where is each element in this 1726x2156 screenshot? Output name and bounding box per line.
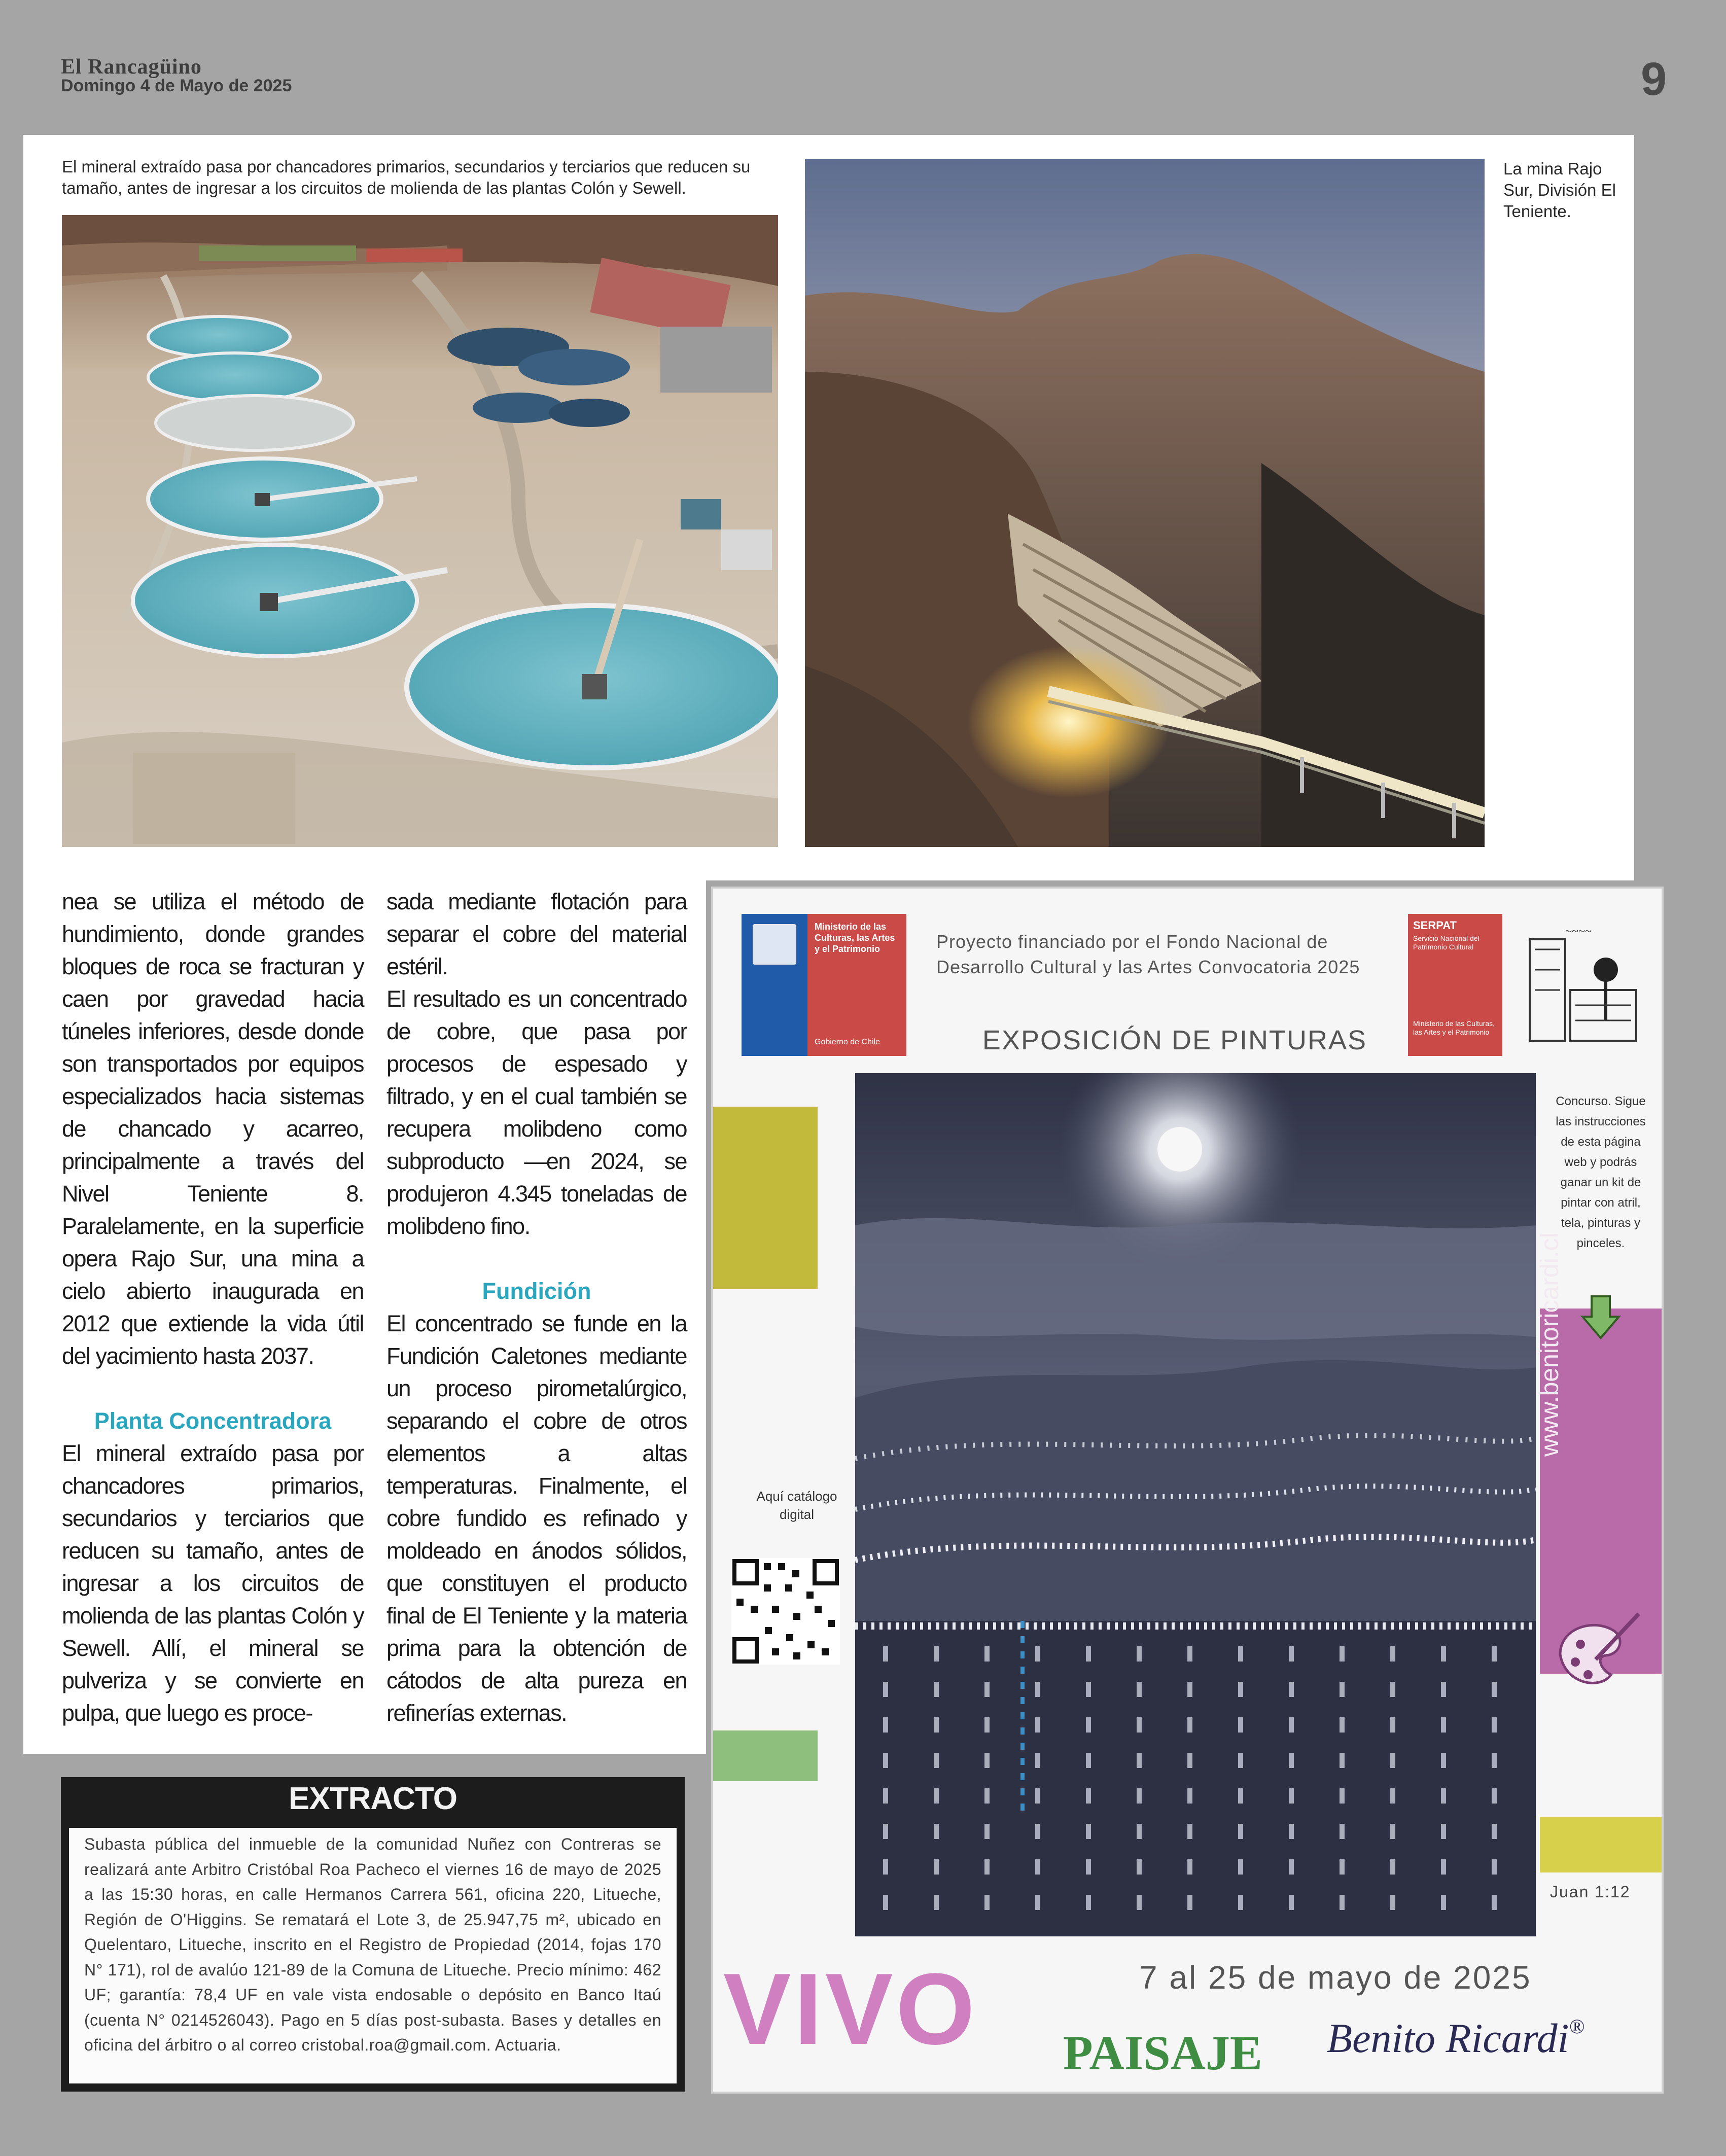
decor-block-yellow-right: [1540, 1817, 1664, 1872]
night-landscape-painting: [855, 1073, 1536, 1936]
vivo-title: VIVO: [723, 1953, 978, 2066]
exhibition-advertisement: [711, 887, 1664, 2094]
concentrator-plant-illustration: [62, 215, 778, 847]
painting-illustration: [855, 1073, 1536, 1936]
extracto-title: EXTRACTO: [289, 1781, 457, 1816]
exhibition-heading: EXPOSICIÓN DE PINTURAS: [982, 1025, 1367, 1055]
article-column-1: [62, 886, 364, 1729]
serpat-text: Servicio Nacional del Patrimonio Cultural: [1413, 934, 1480, 951]
article-paragraph: nea se utiliza el método de hundimiento, donde grandes bloques de roca se fracturan y caen por gravedad hacia túneles inferiores, desde donde son transportados por equipos especializados hacia sistemas de chancado y acarreo, principalmente a través del Nivel Teniente 8. Paralelamente, en la superficie opera Rajo Sur, una mina a cielo abierto inaugurada en 2012 que extiende la vida útil del yacimiento hasta 2037.: [62, 889, 364, 1369]
artist-signature: [1327, 2014, 1584, 2062]
ministry-logo-blue: [742, 914, 807, 1056]
photo-caption-mine: La mina Rajo Sur, División El Teniente.: [1503, 159, 1616, 221]
palette-icon: [1550, 1609, 1646, 1695]
registered-mark: ®: [1569, 2015, 1584, 2038]
extracto-body: Subasta pública del inmueble de la comunidad Nuñez con Contreras se realizará ante Arbitro Cristóbal Roa Pacheco el viernes 16 de mayo de 2025 a las 15:30 horas, en calle Hermanos Carrera 561, oficina 220, Litueche, Región de O'Higgins. Se rematará el Lote 3, de 25.947,75 m², ubicado en Quelentaro, Litueche, inscrito en el Registro de Propiedad (2014, fojas 170 N° 171), rol de avalúo 121-89 de la Comuna de Litueche. Precio mínimo: 462 UF; garantía: 78,4 UF en vale vista endosable o depósito en Banco Itaú (cuenta N° 0214526043). Pago en 5 días post-subasta. Bases y detalles en oficina del árbitro o al correo cristobal.roa@gmail.com. Actuaria.: [69, 1828, 677, 2083]
article-paragraph: El mineral extraído pasa por chancadores primarios, secundarios y terciarios que reducen su tamaño, antes de ingresar a los circuitos de molienda de las plantas Colón y Sewell. Allí, el mineral se pulveriza y se convierte en pulpa, que luego es proce-: [62, 1440, 364, 1726]
ministry-sub: Gobierno de Chile: [815, 1038, 880, 1046]
qr-code-icon[interactable]: [731, 1558, 840, 1665]
newspaper-name: El Rancagüino: [61, 55, 202, 79]
paisaje-title: PAISAJE: [1063, 2026, 1262, 2080]
fund-text: Proyecto financiado por el Fondo Nacional de Desarrollo Cultural y las Artes Convocatoria 2025: [936, 931, 1360, 977]
article-paragraph: El concentrado se funde en la Fundición Caletones mediante un proceso pirometalúrgico, separando el cobre de otros elementos a altas temperaturas. Finalmente, el cobre fundido es refinado y moldeado en ánodos sólidos, que constituyen el producto final de El Teniente y la materia prima para la obtención de cátodos de alta pureza en refinerías externas.: [386, 1311, 687, 1726]
extracto-notice: [61, 1777, 685, 2092]
spacer: [386, 1243, 687, 1275]
building-sketch-icon: [1525, 919, 1641, 1046]
website-link[interactable]: www.benitoricardi.cl: [1535, 1232, 1564, 1457]
serpat-logo: [1408, 914, 1502, 1056]
photo-caption-plant: El mineral extraído pasa por chancadores primarios, secundarios y terciarios que reducen su tamaño, antes de ingresar a los circuitos de molienda de las plantas Colón y Sewell.: [62, 157, 751, 197]
svg-text:~~~~: ~~~~: [1565, 925, 1592, 938]
article-column-2: [386, 886, 687, 1729]
subhead-fundicion: Fundición: [482, 1278, 591, 1304]
ministry-logo: [742, 914, 906, 1056]
page-number: 9: [1641, 53, 1667, 105]
catalog-text: Aquí catálogo digital: [756, 1489, 837, 1522]
exhibition-dates: 7 al 25 de mayo de 2025: [1139, 1959, 1532, 1996]
ministry-name: Ministerio de las Culturas, las Artes y el Patrimonio: [815, 922, 895, 954]
concentrator-plant-photo: [62, 215, 778, 847]
serpat-foot: Ministerio de las Culturas, las Artes y el Patrimonio: [1413, 1019, 1495, 1036]
article-paragraph: El resultado es un concentrado de cobre, que pasa por procesos de espesado y filtrado, y en el cual también se recupera molibdeno como subproducto —en 2024, se produjeron 4.345 toneladas de molibdeno fino.: [386, 986, 687, 1239]
serpat-title: SERPAT: [1413, 919, 1457, 932]
open-pit-mine-illustration: [805, 159, 1485, 847]
issue-date: Domingo 4 de Mayo de 2025: [61, 76, 292, 95]
chile-shield-icon: [753, 924, 796, 965]
subhead-planta-concentradora: Planta Concentradora: [94, 1408, 332, 1434]
bible-verse: Juan 1:12: [1550, 1883, 1631, 1901]
contest-text: Concurso. Sigue las instrucciones de esta página web y podrás ganar un kit de pintar con atril, tela, pinturas y pinceles.: [1556, 1094, 1646, 1250]
rajo-sur-mine-photo: [805, 159, 1485, 847]
artist-name: Benito Ricardi: [1327, 2015, 1569, 2061]
arrow-down-icon: [1580, 1294, 1621, 1340]
article-paragraph: sada mediante flotación para separar el cobre del material estéril.: [386, 889, 687, 979]
decor-block-green: [713, 1730, 818, 1781]
spacer: [62, 1372, 364, 1405]
decor-block-yellow: [713, 1107, 818, 1289]
